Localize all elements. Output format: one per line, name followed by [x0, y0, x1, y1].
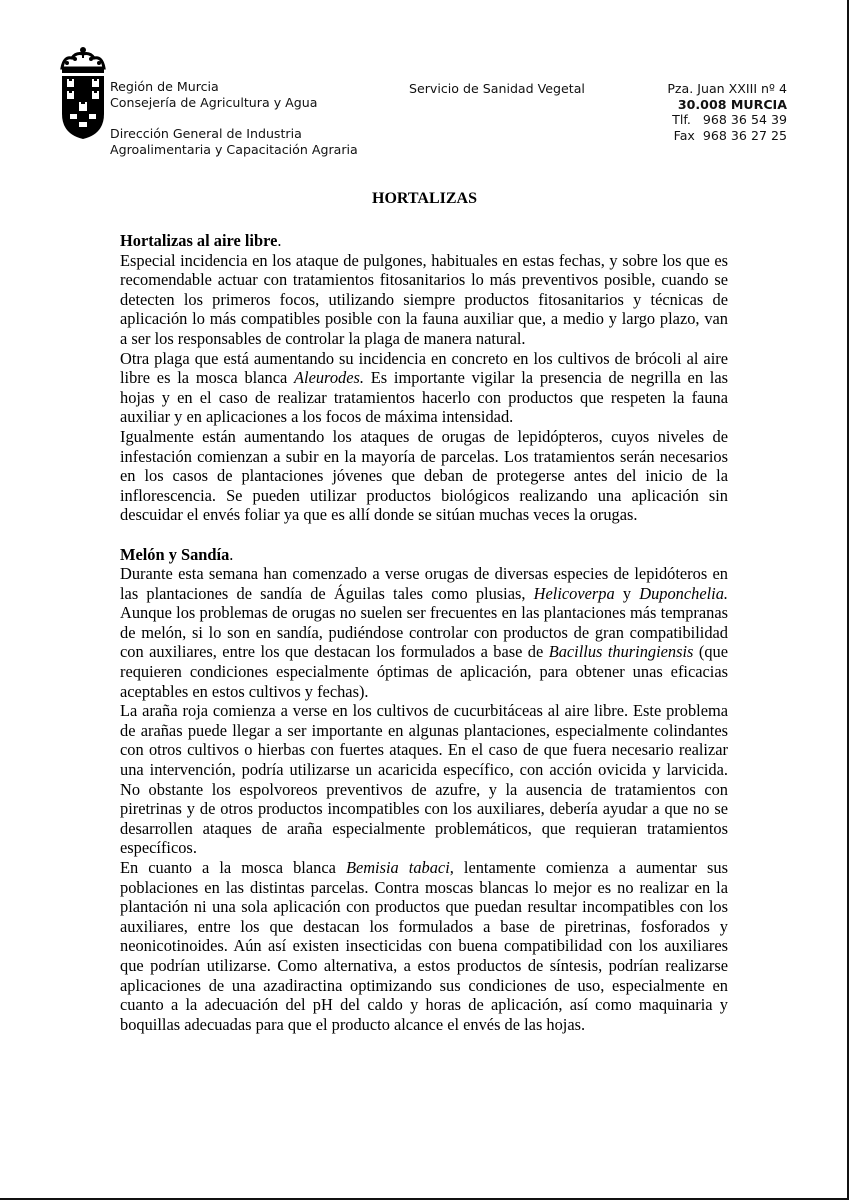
department-name: Consejería de Agricultura y Agua — [110, 94, 318, 110]
region-coat-of-arms-logo — [58, 46, 108, 140]
paragraph-red-spider-mite: La araña roja comienza a verse en los cultivos de cucurbitáceas al aire libre. Este problema de arañas puede llegar a ser importante en algunas plantaciones, especialmente colindantes con otros cultivos o hierbas con fuertes ataques. En el caso de que fuera necesario realizar una intervención, podría utilizarse un acaricida específico, con acción ovicida y larvicida. No obstante los espolvoreos preventivos de azufre, y la ausencia de tratamientos con piretrinas y de otros productos incompatibles con los auxiliares, debería ayudar a que no se desarrollen ataques de araña especialmente problemáticos, que requieran tratamientos específicos. — [120, 701, 728, 858]
paragraph-bemisia-whitefly: En cuanto a la mosca blanca Bemisia tabaci, lentamente comienza a aumentar sus poblaciones en las distintas parcelas. Contra moscas blancas lo mejor es no realizar en la plantación ni una sola aplicación con productos que puedan resultar incompatibles con los auxiliares, entre los que destacan los formulados a base de piretrinas, fosforados y neonicotinoides. Aún así existen insecticidas con buena compatibilidad con los auxiliares que podrían utilizarse. Como alternativa, a estos productos de síntesis, podrían realizarse aplicaciones de una azadiractina optimizando sus condiciones de uso, especialmente en cuanto a la adecuación del pH del caldo y horas de aplicación, así como maquinaria y boquillas adecuadas para que el producto alcance el envés de las hojas. — [120, 858, 728, 1034]
document-body — [120, 231, 728, 1034]
address-street: Pza. Juan XXIII nº 4 — [667, 81, 787, 96]
address-block — [667, 81, 787, 143]
address-phone: Tlf. 968 36 54 39 — [672, 112, 787, 127]
region-name-block — [110, 79, 317, 110]
directorate-line-1: Dirección General de Industria — [110, 126, 302, 141]
service-name: Servicio de Sanidad Vegetal — [409, 81, 585, 96]
address-city: 30.008 MURCIA — [677, 96, 787, 112]
region-name: Región de Murcia — [110, 79, 219, 94]
section-heading-melon-watermelon: Melón y Sandía. — [120, 544, 234, 564]
address-fax: Fax 968 36 27 25 — [673, 127, 787, 143]
section-heading-outdoor-vegetables: Hortalizas al aire libre. — [120, 231, 282, 250]
paragraph-caterpillars: Igualmente están aumentando los ataques de orugas de lepidópteros, cuyos niveles de infestación comienzan a subir en la mayoría de parcelas. Los tratamientos serán necesarios en los casos de plantaciones jóvenes que deban de protegerse antes del inicio de la inflorescencia. Se pueden utilizar productos biológicos realizando una aplicación sin descuidar el envés foliar ya que es allí donde se sitúan muchas veces la orugas. — [120, 426, 728, 525]
paragraph-caterpillars-watermelon: Durante esta semana han comenzado a verse orugas de diversas especies de lepidóteros en las plantaciones de sandía de Águilas tales como plusias, Helicoverpa y Duponchelia. Aunque los problemas de orugas no suelen ser frecuentes en las plantaciones más tempranas de melón, si lo son en sandía, pudiéndose controlar con productos de gran compatibilidad con auxiliares, entre los que destacan los formulados a base de Bacillus thuringiensis (que requieren condiciones especialmente óptimas de aplicación, para obtener unas eficacias aceptables en estos cultivos y fechas). — [120, 564, 728, 701]
directorate-line-2: Agroalimentaria y Capacitación Agraria — [110, 141, 358, 157]
paragraph-aphids: Especial incidencia en los ataque de pulgones, habituales en estas fechas, y sobre los que es recomendable actuar con tratamientos fitosanitarios lo más preventivos posible, cuando se detecten los primeros focos, utilizando siempre productos fitosanitarios y técnicas de aplicación lo más compatibles posible con la fauna auxiliar que, a medio y largo plazo, van a ser los responsables de controlar la plaga de manera natural. — [120, 250, 728, 348]
directorate-block — [110, 126, 358, 157]
paragraph-whitefly-broccoli: Otra plaga que está aumentando su incidencia en concreto en los cultivos de brócoli al aire libre es la mosca blanca Aleurodes. Es importante vigilar la presencia de negrilla en las hojas y en el caso de realizar tratamientos hacerlo con productos que respeten la fauna auxiliar y en aplicaciones a los focos de máxima intensidad. — [120, 348, 728, 427]
document-title: HORTALIZAS — [372, 190, 477, 207]
